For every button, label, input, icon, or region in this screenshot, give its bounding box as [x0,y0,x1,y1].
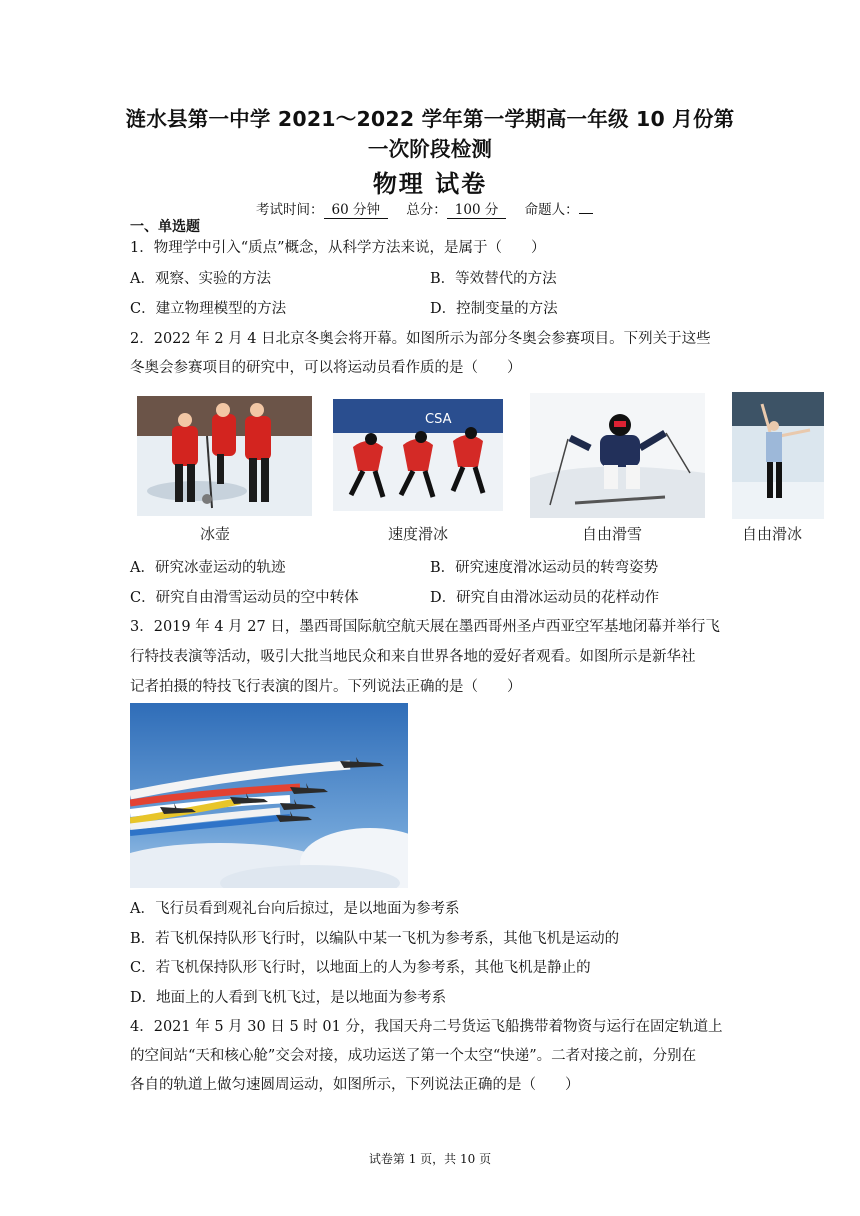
caption-speed-skating: 速度滑冰 [388,525,449,543]
score-value: 100 分 [447,202,507,219]
caption-figure-skating: 自由滑冰 [742,525,803,543]
q4-stem-line2: 的空间站“天和核心舱”交会对接，成功运送了第一个太空“快递”。二者对接之前，分别在 [130,1048,697,1064]
time-value: 60 分钟 [324,202,388,219]
score-label: 总分： [406,202,447,218]
q1-option-a: A．观察、实验的方法 [130,271,271,287]
q1-option-d: D．控制变量的方法 [430,301,558,317]
author-value [579,213,593,214]
q2-option-a: A．研究冰壶运动的轨迹 [130,560,286,576]
q4-stem-line1: 4．2021 年 5 月 30 日 5 时 01 分，我国天舟二号货运飞船携带着物资与运行在固定轨道上 [130,1019,723,1035]
speed-skating-photo [333,399,503,511]
q3-stem-line2: 行特技表演等活动，吸引大批当地民众和来自世界各地的爱好者观看。如图所示是新华社 [130,649,696,665]
exam-info [256,198,607,219]
section-title: 一、单选题 [130,219,200,235]
caption-curling: 冰壶 [200,525,231,543]
q3-stem-line3: 记者拍摄的特技飞行表演的图片。下列说法正确的是（ ） [130,679,522,695]
q3-option-a: A．飞行员看到观礼台向后掠过，是以地面为参考系 [130,901,460,917]
curling-photo [137,396,312,516]
svg-text:CSA: CSA [425,412,452,427]
q2-option-c: C．研究自由滑雪运动员的空中转体 [130,590,359,606]
author-label: 命题人： [524,202,579,218]
q3-option-b: B．若飞机保持队形飞行时，以编队中某一飞机为参考系，其他飞机是运动的 [130,931,620,947]
subject-title: 物理 试卷 [372,170,488,198]
q2-stem-line2: 冬奥会参赛项目的研究中，可以将运动员看作质的是（ ） [130,360,522,376]
page-footer: 试卷第 1 页，共 10 页 [368,1152,492,1166]
caption-freestyle-skiing: 自由滑雪 [582,525,643,543]
time-label: 考试时间： [256,202,324,218]
aerobatic-jets-photo [130,703,408,888]
q1-stem: 1．物理学中引入“质点”概念，从科学方法来说，是属于（ ） [130,240,546,256]
figure-skating-photo [732,392,824,519]
q4-stem-line3: 各自的轨道上做匀速圆周运动，如图所示，下列说法正确的是（ ） [130,1077,580,1093]
q1-option-b: B．等效替代的方法 [430,271,557,287]
q2-option-d: D．研究自由滑冰运动员的花样动作 [430,590,660,606]
q2-option-b: B．研究速度滑冰运动员的转弯姿势 [430,560,659,576]
q3-stem-line1: 3．2019 年 4 月 27 日，墨西哥国际航空航天展在墨西哥州圣卢西亚空军基地闭幕并举行飞 [130,619,720,635]
q1-option-c: C．建立物理模型的方法 [130,301,287,317]
freestyle-skiing-photo [530,393,705,518]
q2-stem-line1: 2．2022 年 2 月 4 日北京冬奥会将开幕。如图所示为部分冬奥会参赛项目。下列关于这些 [130,331,711,347]
exam-title: 涟水县第一中学 2021～2022 学年第一学期高一年级 10 月份第一次阶段检测 [125,107,735,161]
q3-option-c: C．若飞机保持队形飞行时，以地面上的人为参考系，其他飞机是静止的 [130,960,591,976]
q3-option-d: D．地面上的人看到飞机飞过，是以地面为参考系 [130,990,447,1006]
